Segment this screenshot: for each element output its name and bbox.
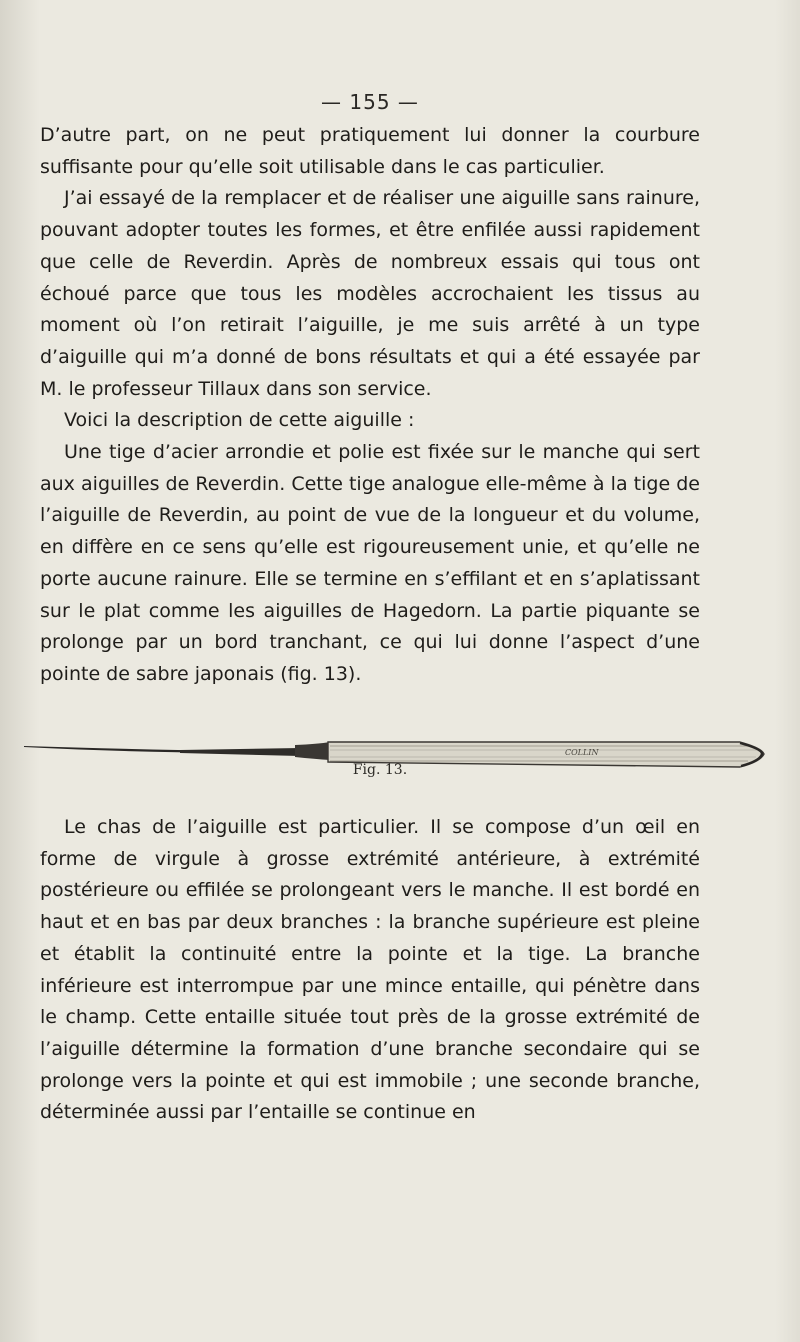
text-block-bottom [40,812,700,1129]
engraving-text: COLLIN [565,748,599,757]
paragraph: Une tige d’acier arrondie et polie est fixée sur le manche qui sert aux aiguilles de Reverdin. Cette tige analogue elle-même à la tige de l’aiguille de Reverdin, au point de vue de la longueur et du volume, en diffère en ce sens qu’elle est rigoureusement unie, et qu’elle ne porte aucune rainure. Elle se termine en s’effilant et en s’aplatissant sur le plat comme les aiguilles de Hagedorn. La partie piquante se prolonge par un bord tranchant, ce qui lui donne l’aspect d’une pointe de sabre japonais (fig. 13). [40,441,700,685]
paragraph: Voici la description de cette aiguille : [64,409,415,432]
text-block-top [40,120,700,691]
paragraph: D’autre part, on ne peut pratiquement lui donner la courbure suffisante pour qu’elle soit utilisable dans le cas particulier. [40,124,700,178]
needle-shaft [180,748,300,756]
paragraph: Le chas de l’aiguille est particulier. Il se compose d’un œil en forme de virgule à grosse extrémité antérieure, à extrémité postérieure ou effilée se prolongeant vers le manche. Il est bordé en haut et en bas par deux branches : la branche supérieure est pleine et établit la continuité entre la pointe et la tige. La branche inférieure est interrompue par une mince entaille, qui pénètre dans le champ. Cette entaille située tout près de la grosse extrémité de l’aiguille détermine la formation d’une branche secondaire qui se prolonge vers la pointe et qui est immobile ; une seconde branche, déterminée aussi par l’entaille se continue en [40,816,700,1124]
needle-ferrule [295,742,330,760]
page-number: — 155 — [321,90,419,114]
figure-caption: Fig. 13. [352,762,408,778]
paragraph: J’ai essayé de la remplacer et de réaliser une aiguille sans rainure, pouvant adopter toutes les formes, et être enfilée aussi rapidement que celle de Reverdin. Après de nombreux essais qui tous ont échoué parce que tous les modèles accrochaient les tissus au moment où l’on retirait l’aiguille, je me suis arrêté à un type d’aiguille qui m’a donné de bons résultats et qui a été essayée par M. le professeur Tillaux dans son service. [40,187,700,400]
